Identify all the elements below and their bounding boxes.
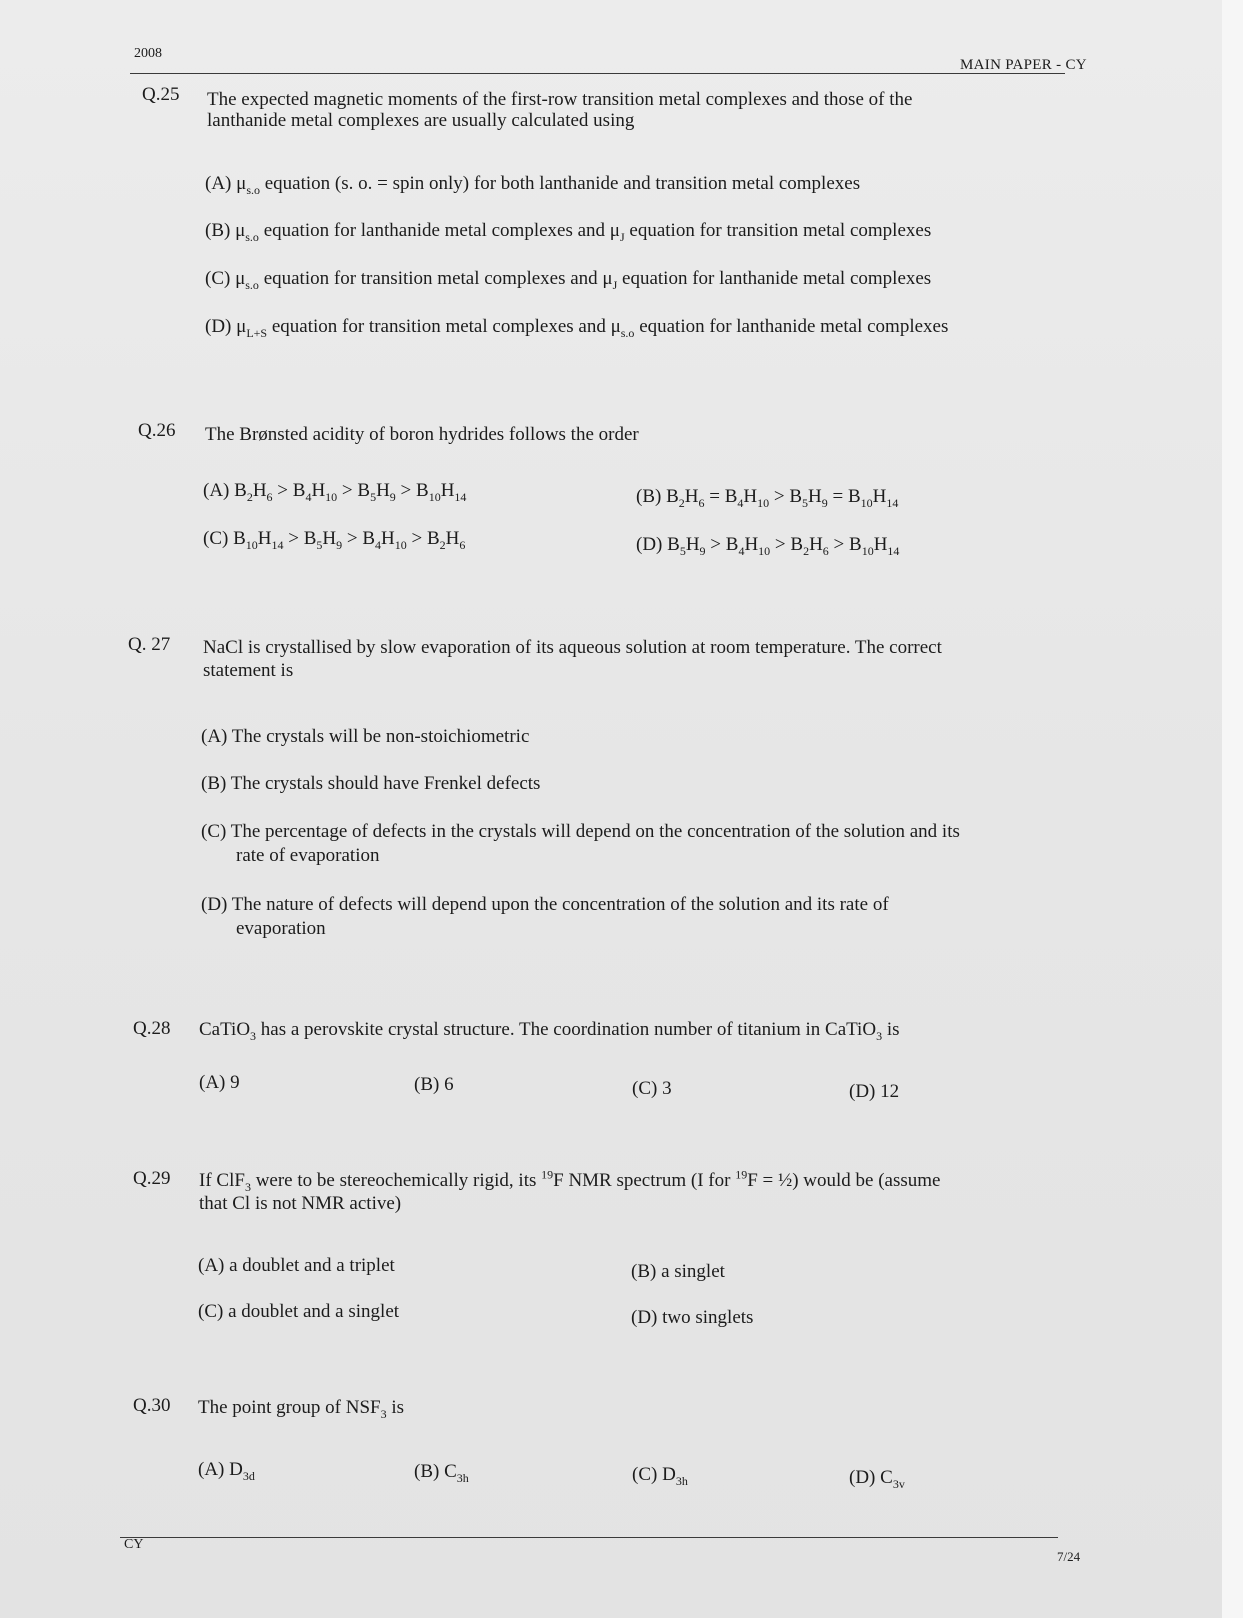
q30-a-label: (A) D: [198, 1459, 243, 1480]
q29-t1: If ClF: [199, 1170, 245, 1191]
q25-option-c[interactable]: [205, 268, 931, 290]
q29-option-d[interactable]: (D) two singlets: [631, 1307, 754, 1328]
q25-c-sub2: J: [612, 277, 618, 292]
q28-option-c[interactable]: (C) 3: [632, 1078, 672, 1099]
q30-t1: The point group of NSF: [198, 1397, 381, 1418]
q25-d-sub2: s.o: [620, 325, 635, 340]
q26-option-c[interactable]: (C) $B_{10}H_{14} > B_5H_9 > B_4H_{10} > B_2H_6$: [203, 528, 466, 552]
q29-sup1: 19: [541, 1167, 554, 1182]
q27-option-d-line2: evaporation: [236, 918, 326, 939]
q25-option-d[interactable]: [205, 316, 948, 338]
q29-text-line2: that Cl is not NMR active): [199, 1193, 402, 1214]
header-paper-title: MAIN PAPER - CY: [960, 57, 1087, 73]
q25-a-label: (A) μ: [205, 173, 247, 194]
q29-option-c[interactable]: (C) a doublet and a singlet: [198, 1301, 400, 1322]
q25-d-label: (D) μ: [205, 316, 247, 337]
q30-b-sub: 3h: [456, 1470, 469, 1485]
q25-d-mid: equation for transition metal complexes and μ: [267, 316, 621, 337]
footer-rule: [120, 1537, 1058, 1538]
q30-t2: is: [386, 1397, 405, 1418]
q26-option-b[interactable]: (B) $B_2H_6 = B_4H_{10} > B_5H_9 = B_{10}H_{14}$: [636, 486, 899, 510]
q25-c-rest: equation for lanthanide metal complexes: [617, 268, 932, 289]
footer-code: CY: [124, 1537, 144, 1552]
q28-text-a: CaTiO: [199, 1019, 251, 1040]
header-rule: [130, 73, 1065, 74]
q30-option-a[interactable]: [198, 1459, 255, 1481]
q28-number: Q.28: [133, 1018, 171, 1039]
q25-c-mid: equation for transition metal complexes and μ: [258, 268, 613, 289]
q30-text: [198, 1397, 404, 1419]
page-edge: [1222, 0, 1243, 1618]
q25-b-sub: s.o: [245, 229, 259, 244]
q30-d-sub: 3v: [892, 1476, 905, 1491]
q25-a-sub: s.o: [246, 182, 260, 197]
q29-option-b[interactable]: (B) a singlet: [631, 1261, 725, 1282]
q30-option-c[interactable]: [632, 1464, 688, 1486]
q30-b-label: (B) C: [414, 1461, 457, 1482]
q29-option-a[interactable]: (A) a doublet and a triplet: [198, 1255, 395, 1276]
page-number: 7/24: [1057, 1549, 1081, 1564]
q27-number: Q. 27: [128, 634, 171, 655]
q25-text-line1: The expected magnetic moments of the first-row transition metal complexes and those of the: [207, 89, 913, 110]
q26-text: The Brønsted acidity of boron hydrides follows the order: [205, 424, 639, 445]
q25-option-b[interactable]: [205, 220, 931, 242]
q28-option-a[interactable]: (A) 9: [199, 1072, 240, 1093]
q25-c-sub: s.o: [245, 277, 259, 292]
q27-option-a[interactable]: (A) The crystals will be non-stoichiometric: [201, 726, 530, 747]
q28-text-b: has a perovskite crystal structure. The coordination number of titanium in CaTiO: [256, 1019, 877, 1040]
q25-number: Q.25: [142, 84, 180, 105]
q27-text-line2: statement is: [203, 660, 294, 681]
q26-number: Q.26: [138, 420, 176, 441]
q27-option-b[interactable]: (B) The crystals should have Frenkel defects: [201, 773, 541, 794]
q30-t1-sub: 3: [380, 1406, 387, 1421]
q25-d-sub: L+S: [246, 325, 268, 340]
q28-sub2: 3: [876, 1028, 883, 1043]
q25-text-line2: lanthanide metal complexes are usually calculated using: [207, 110, 635, 131]
q27-option-c-line2: rate of evaporation: [236, 845, 380, 866]
q28-option-d[interactable]: (D) 12: [849, 1081, 900, 1102]
q30-c-sub: 3h: [675, 1473, 688, 1488]
q29-t1-sub: 3: [244, 1179, 251, 1194]
q25-a-rest: equation (s. o. = spin only) for both lanthanide and transition metal complexes: [259, 173, 861, 194]
q27-option-d-line1[interactable]: (D) The nature of defects will depend upon the concentration of the solution and its rate of: [201, 894, 889, 915]
q28-text: [199, 1019, 900, 1041]
q25-b-mid: equation for lanthanide metal complexes and μ: [258, 220, 620, 241]
q25-d-rest: equation for lanthanide metal complexes: [634, 316, 949, 337]
q30-number: Q.30: [133, 1395, 171, 1416]
q29-text-line1: [199, 1167, 941, 1194]
q29-t2: were to be stereochemically rigid, its: [250, 1170, 542, 1191]
q28-text-c: is: [882, 1019, 900, 1040]
q28-sub1: 3: [250, 1028, 257, 1043]
q30-a-sub: 3d: [242, 1468, 255, 1483]
q26-option-d[interactable]: (D) $B_5H_9 > B_4H_{10} > B_2H_6 > B_{10}H_{14}$: [636, 534, 900, 558]
q29-t4: F = ½) would be (assume: [747, 1170, 941, 1191]
q25-b-label: (B) μ: [205, 220, 246, 241]
q30-c-label: (C) D: [632, 1464, 676, 1485]
q27-option-c-line1[interactable]: (C) The percentage of defects in the crystals will depend on the concentration of the solution and its: [201, 821, 960, 842]
q25-b-rest: equation for transition metal complexes: [624, 220, 932, 241]
q28-option-b[interactable]: (B) 6: [414, 1074, 454, 1095]
q29-sup2: 19: [735, 1167, 748, 1182]
q25-c-label: (C) μ: [205, 268, 246, 289]
q26-option-a[interactable]: (A) $B_2H_6 > B_4H_{10} > B_5H_9 > B_{10}H_{14}$: [203, 480, 467, 504]
q30-option-b[interactable]: [414, 1461, 469, 1483]
q29-number: Q.29: [133, 1168, 171, 1189]
q25-option-a[interactable]: [205, 173, 860, 195]
q30-option-d[interactable]: [849, 1467, 905, 1489]
q29-t3: F NMR spectrum (I for: [553, 1170, 736, 1191]
q27-text-line1: NaCl is crystallised by slow evaporation of its aqueous solution at room temperature. The correct: [203, 637, 942, 658]
q30-d-label: (D) C: [849, 1467, 893, 1488]
q25-b-sub2: J: [619, 229, 625, 244]
header-year: 2008: [134, 46, 162, 61]
